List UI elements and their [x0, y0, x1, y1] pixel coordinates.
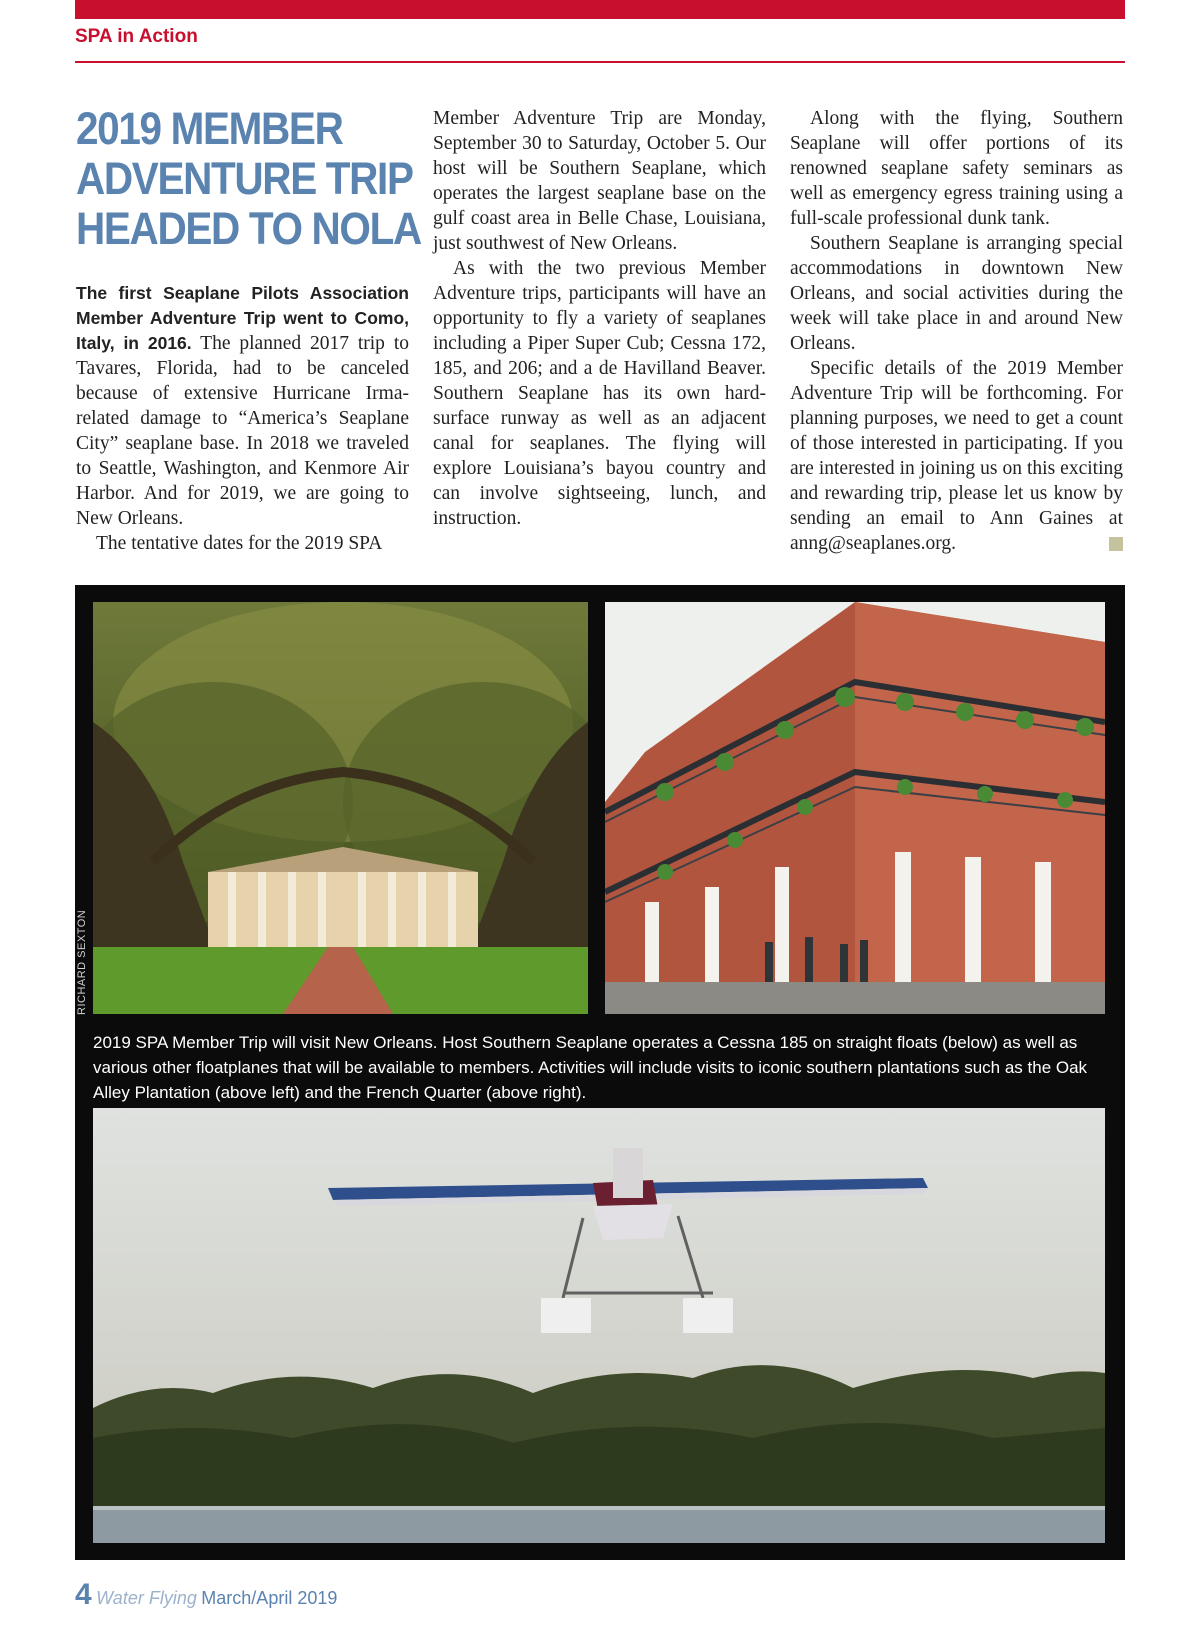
paragraph-2-start: The tentative dates for the 2019 SPA: [96, 533, 383, 554]
end-of-article-mark: [1109, 537, 1123, 551]
paragraph-2-continued: Member Adventure Trip are Monday, September 30 to Saturday, October 5. Our host will be Southern Seaplane, which operates the largest seaplane base on the gulf coast area in Belle Chase, Louisiana, just southwest of New Orleans.: [433, 108, 766, 254]
paragraph-6-body: Specific details of the 2019 Member Adventure Trip will be forthcoming. For planning purposes, we need to get a count of those interested in participating. If you are interested in joining us on this exciting and rewarding trip, please let us know by sending an email to Ann Gaines at anng@seaplanes.org.: [790, 358, 1123, 554]
paragraph-6: [790, 356, 1123, 556]
magazine-name: Water Flying: [96, 1588, 197, 1608]
header-rule: [75, 61, 1125, 63]
paragraph-3: As with the two previous Member Adventure trips, participants will have an opportunity to fly a variety of seaplanes including a Piper Super Cub; Cessna 172, 185, and 206; and a de Havilland Beaver. Southern Seaplane has its own hard-surface runway as well as an adjacent canal for seaplanes. The flying will explore Louisiana’s bayou country and can involve sightseeing, lunch, and instruction.: [433, 258, 766, 529]
page-footer: [75, 1578, 337, 1612]
page-number: 4: [75, 1578, 92, 1611]
headline-line-3: HEADED TO NOLA: [76, 203, 421, 254]
photo-caption: 2019 SPA Member Trip will visit New Orleans. Host Southern Seaplane operates a Cessna 185 on straight floats (below) as well as various other floatplanes that will be available to members. Activities will include visits to iconic southern plantations such as the Oak Alley Plantation (above left) and the French Quarter (above right).: [93, 1033, 1088, 1102]
article-column-2: [433, 106, 766, 531]
cessna-floatplane-photo: [93, 1108, 1105, 1543]
issue-date: March/April 2019: [201, 1588, 338, 1608]
photo-credit: RICHARD SEXTON: [76, 909, 88, 1015]
french-quarter-photo: [605, 602, 1105, 1014]
headline-line-2: ADVENTURE TRIP: [76, 153, 413, 204]
article-headline: [76, 103, 421, 254]
article-column-3: [790, 106, 1123, 556]
section-label: SPA in Action: [75, 26, 198, 47]
top-color-bar: [75, 0, 1125, 19]
article-column-1: [76, 281, 409, 556]
paragraph-1: [76, 281, 409, 531]
paragraph-5: Southern Seaplane is arranging special accommodations in downtown New Orleans, and social activities during the week will take place in and around New Orleans.: [790, 233, 1123, 354]
oak-alley-plantation-photo: [93, 602, 588, 1014]
paragraph-4: Along with the flying, Southern Seaplane will offer portions of its renowned seaplane safety seminars as well as emergency egress training using a full-scale professional dunk tank.: [790, 108, 1123, 229]
paragraph-1-body: The planned 2017 trip to Tavares, Florida, had to be canceled because of extensive Hurricane Irma-related damage to “America’s Seaplane City” seaplane base. In 2018 we traveled to Seattle, Washington, and Kenmore Air Harbor. And for 2019, we are going to New Orleans.: [76, 333, 409, 529]
headline-line-1: 2019 MEMBER: [76, 103, 343, 154]
lead-text: The first Seaplane Pilots Association Member Adventure Trip went to Como, Italy, in 2016.: [76, 283, 409, 353]
